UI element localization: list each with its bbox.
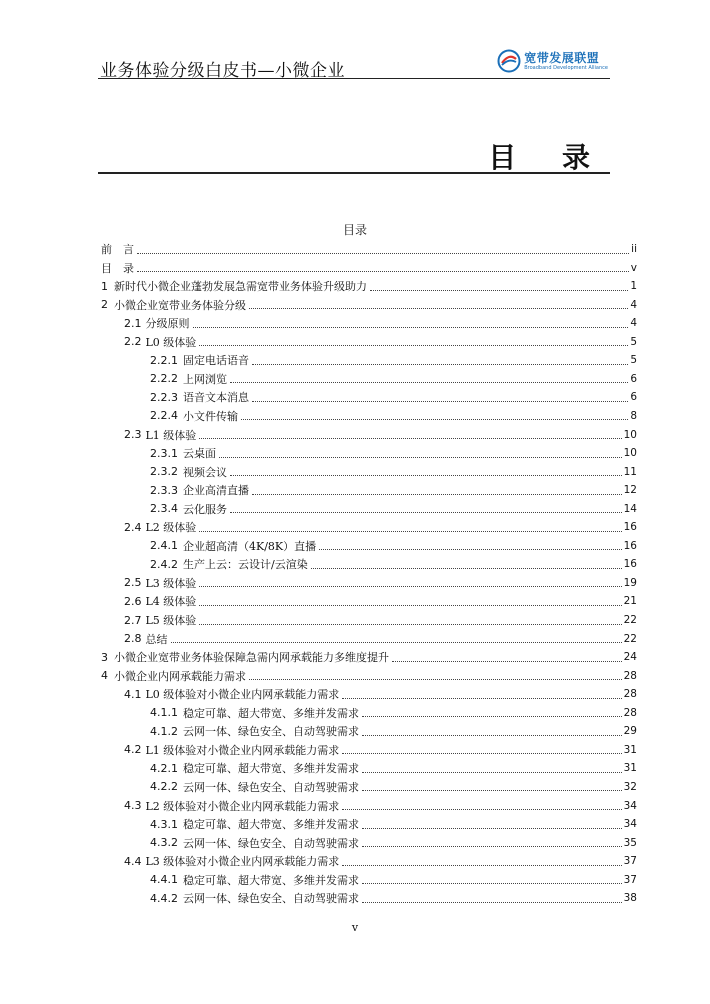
toc-entry-page: 1 xyxy=(630,280,637,293)
toc-dot-leader xyxy=(252,364,628,365)
toc-dot-leader xyxy=(362,716,622,717)
toc-entry-title: 语音文本消息 xyxy=(183,391,249,405)
toc-dot-leader xyxy=(319,549,621,550)
toc-entry-number: 2.8 xyxy=(124,632,142,646)
toc-entry-number: 2.4.1 xyxy=(150,539,178,553)
toc-entry-number: 2.2.1 xyxy=(150,353,178,367)
toc-entry-title: L3 级体验 xyxy=(145,576,197,590)
toc-entry[interactable] xyxy=(101,667,637,685)
toc-dot-leader xyxy=(362,735,622,736)
toc-entry-title: 小微企业内网承载能力需求 xyxy=(114,669,246,683)
toc-entry[interactable] xyxy=(101,240,637,258)
toc-entry-title: 云网一体、绿色安全、自动驾驶需求 xyxy=(183,725,359,739)
toc-dot-leader xyxy=(230,382,628,383)
toc-dot-leader xyxy=(362,902,622,903)
toc-entry-page: 21 xyxy=(623,595,637,608)
toc-entry-title: 稳定可靠、超大带宽、多维并发需求 xyxy=(183,706,359,720)
toc-dot-leader xyxy=(342,753,621,754)
toc-entry-title: 云化服务 xyxy=(183,502,227,516)
toc-entry-title: 稳定可靠、超大带宽、多维并发需求 xyxy=(183,818,359,832)
toc-entry-title: 生产上云：云设计/云渲染 xyxy=(183,558,308,572)
toc-dot-leader xyxy=(342,809,621,810)
toc-entry[interactable] xyxy=(101,648,637,666)
alliance-logo xyxy=(497,48,608,74)
toc-entry-number: 4.1.2 xyxy=(150,724,178,738)
toc-entry-number: 2.3.4 xyxy=(150,502,178,516)
toc-entry[interactable] xyxy=(101,333,637,351)
toc-entry[interactable] xyxy=(101,481,637,499)
toc-entry-title: 分级原则 xyxy=(145,317,190,331)
toc-entry-number: 4.2.2 xyxy=(150,780,178,794)
alliance-logo-icon xyxy=(497,49,521,73)
toc-dot-leader xyxy=(199,624,621,625)
toc-entry-page: 6 xyxy=(630,372,637,385)
toc-entry-number: 4.4.1 xyxy=(150,873,178,887)
toc-entry-number: 2.1 xyxy=(124,316,142,330)
header-title: 业务体验分级白皮书—小微企业 xyxy=(100,61,345,81)
toc-entry-title: 固定电话语音 xyxy=(183,354,249,368)
toc-entry-page: 28 xyxy=(623,706,637,719)
toc-entry-page: 24 xyxy=(623,651,637,664)
toc-dot-leader xyxy=(193,327,629,328)
toc-entry[interactable] xyxy=(101,277,637,295)
header-divider xyxy=(98,78,610,79)
toc-entry[interactable] xyxy=(101,611,637,629)
toc-entry-number: 2.2 xyxy=(124,335,142,349)
toc-entry-number: 4.3 xyxy=(124,799,142,812)
toc-dot-leader xyxy=(362,846,622,847)
toc-entry-page: 29 xyxy=(623,725,637,738)
toc-entry-number: 2.2.3 xyxy=(150,390,178,404)
toc-entry[interactable] xyxy=(101,370,637,388)
toc-entry-page: 37 xyxy=(623,873,637,886)
toc-entry-page: 16 xyxy=(623,521,637,534)
toc-entry[interactable] xyxy=(101,704,637,722)
toc-entry-page: 32 xyxy=(623,780,637,793)
logo-text-en: Broadband Development Alliance xyxy=(524,64,608,71)
toc-entry-title: 稳定可靠、超大带宽、多维并发需求 xyxy=(183,762,359,776)
toc-entry-number: 4.2.1 xyxy=(150,761,178,775)
toc-entry[interactable] xyxy=(101,259,637,277)
toc-entry[interactable] xyxy=(101,500,637,518)
toc-entry[interactable] xyxy=(101,741,637,759)
toc-dot-leader xyxy=(252,401,628,402)
toc-entry-page: 22 xyxy=(623,632,637,645)
toc-entry[interactable] xyxy=(101,518,637,536)
toc-dot-leader xyxy=(249,308,628,309)
toc-entry[interactable] xyxy=(101,630,637,648)
toc-entry-title: 稳定可靠、超大带宽、多维并发需求 xyxy=(183,873,359,887)
toc-dot-leader xyxy=(199,438,621,439)
toc-entry-title: L2 级体验对小微企业内网承载能力需求 xyxy=(145,799,340,813)
toc-entry-number: 2.3.2 xyxy=(150,465,178,479)
page-number: v xyxy=(351,921,359,934)
toc-dot-leader xyxy=(362,828,622,829)
toc-entry-page: v xyxy=(630,261,637,274)
toc-entry[interactable] xyxy=(101,351,637,369)
toc-entry[interactable] xyxy=(101,852,637,870)
toc-dot-leader xyxy=(370,290,628,291)
toc-entry-page: 37 xyxy=(623,855,637,868)
toc-entry-title: L5 级体验 xyxy=(145,614,197,627)
toc-entry[interactable] xyxy=(101,592,637,610)
logo-text-cn: 宽带发展联盟 xyxy=(524,50,600,65)
toc-dot-leader xyxy=(342,698,621,699)
toc-dot-leader xyxy=(362,883,622,884)
toc-entry-title: 云桌面 xyxy=(183,447,216,461)
toc-entry[interactable] xyxy=(101,444,637,462)
toc-entry-number: 2.2.2 xyxy=(150,372,178,386)
toc-entry[interactable] xyxy=(101,574,637,592)
toc-entry-number: 4.1.1 xyxy=(150,706,178,720)
toc-dot-leader xyxy=(199,586,621,587)
toc-dot-leader xyxy=(362,772,622,773)
toc-entry-page: 22 xyxy=(623,614,637,626)
toc-entry-page: 28 xyxy=(623,669,637,682)
toc-dot-leader xyxy=(241,419,628,420)
toc-dot-leader xyxy=(249,679,622,680)
toc-entry-page: 34 xyxy=(623,799,637,812)
toc-entry-page: ii xyxy=(631,243,637,255)
toc-entry-number: 2 xyxy=(101,298,108,312)
toc-entry-page: 34 xyxy=(623,818,637,831)
toc-entry-title: L2 级体验 xyxy=(145,521,197,535)
toc-entry-number: 2.4.2 xyxy=(150,557,178,571)
page-header xyxy=(98,40,610,81)
toc-entry-title: 前 言 xyxy=(101,243,134,256)
toc-entry-number: 2.3.1 xyxy=(150,446,178,460)
toc-entry-page: 16 xyxy=(623,558,637,571)
toc-dot-leader xyxy=(199,345,628,346)
toc-entry[interactable] xyxy=(101,537,637,555)
toc-entry[interactable] xyxy=(101,722,637,740)
toc-entry-page: 38 xyxy=(623,892,637,905)
toc-entry-page: 10 xyxy=(623,447,637,460)
title-divider xyxy=(98,172,610,174)
toc-dot-leader xyxy=(311,568,622,569)
toc-entry-title: 小微企业宽带业务体验保障急需内网承载能力多维度提升 xyxy=(114,651,389,665)
toc-dot-leader xyxy=(230,512,622,513)
toc-entry-title: 云网一体、绿色安全、自动驾驶需求 xyxy=(183,836,359,850)
toc-dot-leader xyxy=(342,865,621,866)
toc-entry-title: L1 级体验 xyxy=(145,428,197,442)
toc-entry-page: 4 xyxy=(630,298,637,311)
toc-entry-title: L3 级体验对小微企业内网承载能力需求 xyxy=(145,855,340,869)
toc-dot-leader xyxy=(171,642,622,643)
toc-entry-title: L0 级体验对小微企业内网承载能力需求 xyxy=(145,688,340,702)
toc-dot-leader xyxy=(199,531,621,532)
toc-entry-title: 小微企业宽带业务体验分级 xyxy=(114,298,246,312)
toc-entry-page: 6 xyxy=(630,391,637,404)
toc-entry-number: 4.3.2 xyxy=(150,836,178,850)
toc-entry-title: 新时代小微企业蓬勃发展急需宽带业务体验升级助力 xyxy=(114,280,367,294)
toc-entry-number: 3 xyxy=(101,650,108,664)
toc-entry[interactable] xyxy=(101,889,637,907)
toc-dot-leader xyxy=(219,457,622,458)
toc-entry-number: 4.4.2 xyxy=(150,891,178,905)
toc-entry-number: 2.5 xyxy=(124,576,142,590)
toc-entry-number: 1 xyxy=(101,279,108,293)
toc-dot-leader xyxy=(137,253,629,254)
toc-dot-leader xyxy=(392,661,622,662)
toc-heading: 目录 xyxy=(342,223,367,237)
toc-entry[interactable] xyxy=(101,314,637,332)
toc-entry[interactable] xyxy=(101,555,637,573)
toc-entry-title: L0 级体验 xyxy=(145,335,197,349)
toc-entry-page: 16 xyxy=(623,539,637,552)
toc-entry[interactable] xyxy=(101,778,637,796)
toc-entry-number: 4.3.1 xyxy=(150,817,178,831)
toc-entry-page: 14 xyxy=(623,502,637,515)
toc-entry-number: 2.3.3 xyxy=(150,483,178,497)
toc-entry-title: 企业高清直播 xyxy=(183,484,249,498)
toc-entry[interactable] xyxy=(101,834,637,852)
toc-entry-number: 4.1 xyxy=(124,687,142,701)
toc-entry[interactable] xyxy=(101,407,637,425)
toc-entry-page: 35 xyxy=(623,836,637,849)
toc-entry-title: 上网浏览 xyxy=(183,372,227,386)
toc-entry-title: 企业超高清（4K/8K）直播 xyxy=(183,539,317,553)
toc-entry-number: 2.6 xyxy=(124,594,142,608)
toc-entry-page: 19 xyxy=(623,576,637,589)
toc-entry-page: 10 xyxy=(623,428,637,441)
toc-entry[interactable] xyxy=(101,426,637,444)
toc-entry-number: 2.4 xyxy=(124,520,142,534)
toc-entry-page: 5 xyxy=(630,354,637,367)
toc-entry[interactable] xyxy=(101,759,637,777)
toc-entry-title: 云网一体、绿色安全、自动驾驶需求 xyxy=(183,780,359,794)
toc-entry-number: 2.7 xyxy=(124,613,142,627)
toc-entry-page: 31 xyxy=(623,762,637,775)
toc-dot-leader xyxy=(230,475,622,476)
toc-entry-number: 2.2.4 xyxy=(150,409,178,423)
toc-entry-title: 视频会议 xyxy=(183,465,227,479)
toc-entry-title: 云网一体、绿色安全、自动驾驶需求 xyxy=(183,892,359,906)
toc-entry-page: 12 xyxy=(623,484,637,497)
page-title: 目 录 xyxy=(488,141,608,174)
toc-entry[interactable] xyxy=(101,797,637,815)
toc-entry-number: 4.2 xyxy=(124,743,142,757)
toc-entry[interactable] xyxy=(101,296,637,314)
toc-entry-title: L1 级体验对小微企业内网承载能力需求 xyxy=(145,743,340,757)
toc-dot-leader xyxy=(252,494,622,495)
toc-entry-page: 31 xyxy=(623,743,637,756)
toc-dot-leader xyxy=(137,271,629,272)
toc-entry-number: 4 xyxy=(101,669,108,683)
toc-entry-title: 小文件传输 xyxy=(183,409,238,423)
toc-dot-leader xyxy=(199,605,621,606)
toc-entry-number: 4.4 xyxy=(124,854,142,868)
toc-entry-title: L4 级体验 xyxy=(145,595,197,609)
toc-entry[interactable] xyxy=(101,388,637,406)
toc-entry-page: 5 xyxy=(630,335,637,348)
toc-entry-page: 28 xyxy=(623,688,637,701)
toc-entry-page: 11 xyxy=(623,465,637,478)
toc-entry-page: 8 xyxy=(630,409,637,422)
toc-entry-number: 2.3 xyxy=(124,428,142,441)
toc-entry[interactable] xyxy=(101,815,637,833)
toc-entry[interactable] xyxy=(101,871,637,889)
toc-entry-title: 总结 xyxy=(145,632,168,646)
toc-dot-leader xyxy=(362,790,622,791)
toc-entry-page: 4 xyxy=(630,317,637,330)
toc-entry[interactable] xyxy=(101,685,637,703)
toc-entry-title: 目 录 xyxy=(101,261,134,275)
toc-entry[interactable] xyxy=(101,463,637,481)
